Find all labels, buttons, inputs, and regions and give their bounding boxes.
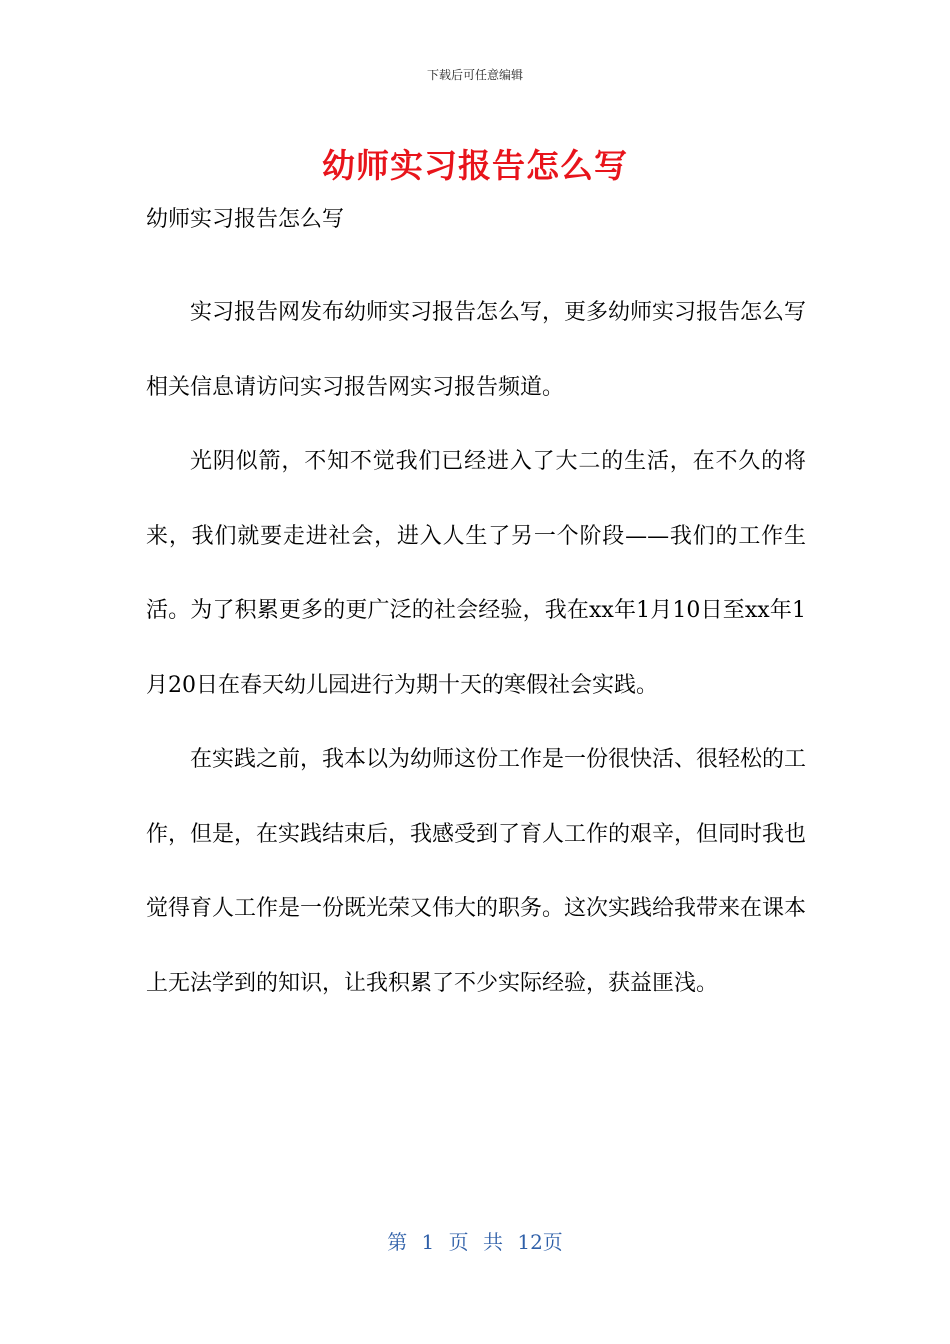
document-title: 幼师实习报告怎么写 xyxy=(322,146,628,185)
footer-total-pages: 12页 xyxy=(517,1230,563,1254)
paragraph-2: 光阴似箭，不知不觉我们已经进入了大二的生活，在不久的将来，我们就要走进社会，进入人生了另一个阶段——我们的工作生活。为了积累更多的更广泛的社会经验，我在xx年1月10日至xx年1月20日在春天幼儿园进行为期十天的寒假社会实践。 xyxy=(146,449,806,698)
footer-current-page: 1 xyxy=(421,1230,435,1254)
footer-word-total: 共 xyxy=(483,1230,503,1254)
footer-word-page: 第 xyxy=(387,1230,408,1254)
document-subtitle: 幼师实习报告怎么写 xyxy=(146,207,345,232)
paragraph-1: 实习报告网发布幼师实习报告怎么写，更多幼师实习报告怎么写相关信息请访问实习报告网实习报告频道。 xyxy=(146,300,807,400)
header-note: 下载后可任意编辑 xyxy=(426,68,523,82)
paragraph-3: 在实践之前，我本以为幼师这份工作是一份很快活、很轻松的工作，但是，在实践结束后，我感受到了育人工作的艰辛，但同时我也觉得育人工作是一份既光荣又伟大的职务。这次实践给我带来在课本上无法学到的知识，让我积累了不少实际经验，获益匪浅。 xyxy=(146,747,807,996)
page-footer xyxy=(0,1226,950,1255)
document-body xyxy=(146,198,806,1021)
footer-word-page-unit: 页 xyxy=(448,1230,469,1254)
